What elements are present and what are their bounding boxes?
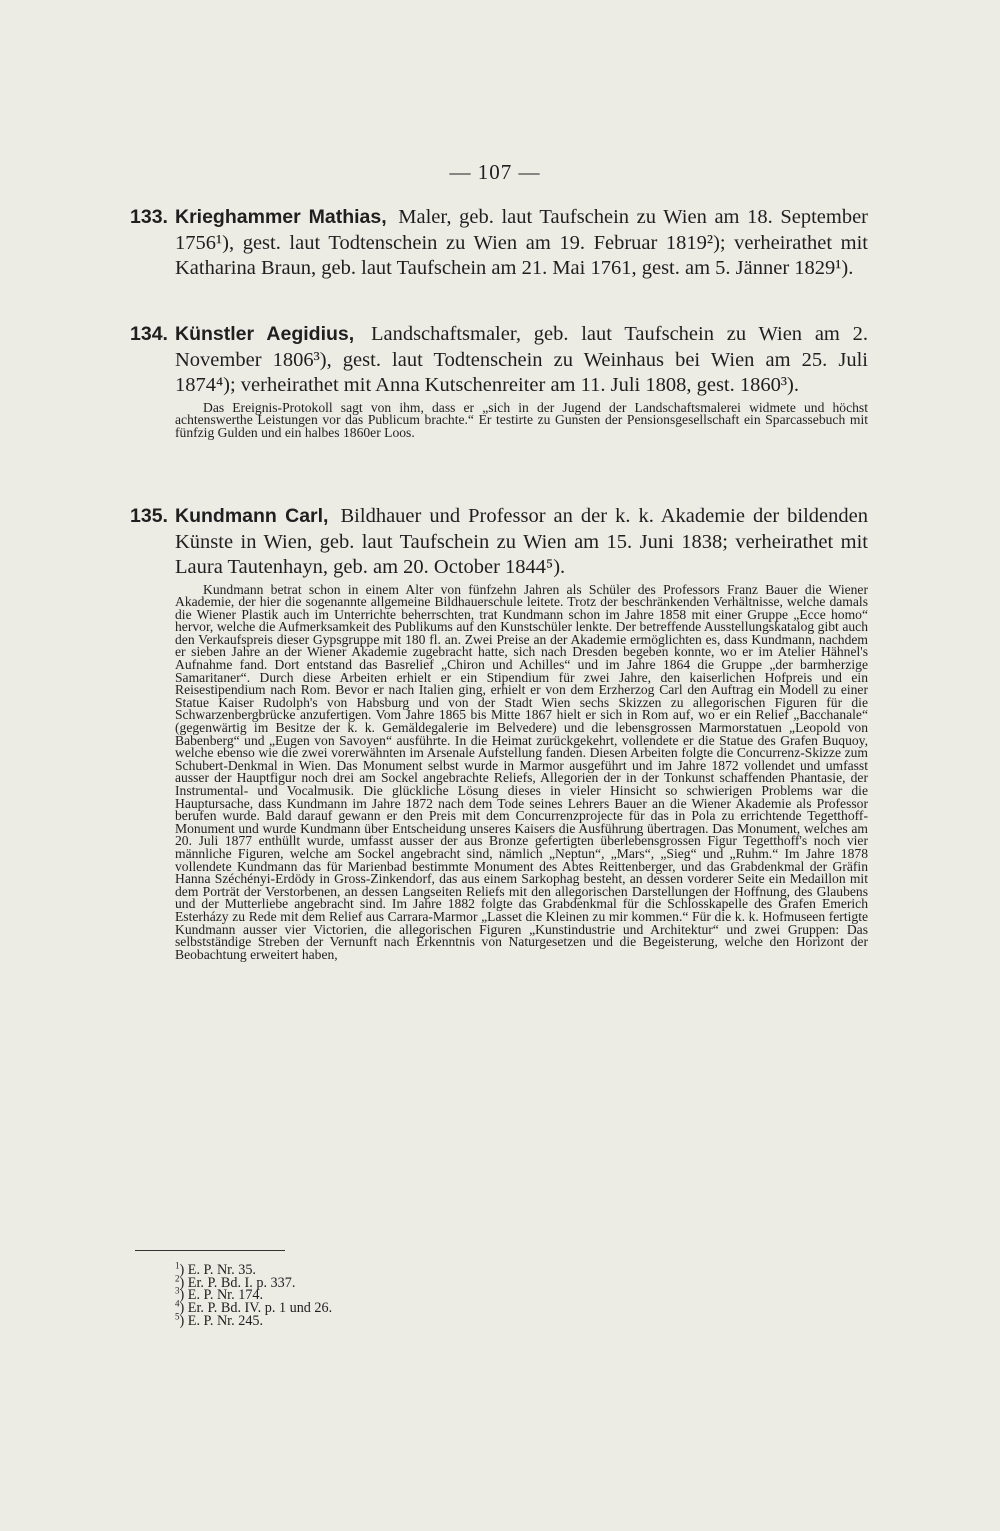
footnote: $^3$) E. P. Nr. 174. [175, 1285, 264, 1304]
entry-name: Kundmann Carl, [175, 505, 329, 527]
entry-heading [130, 504, 868, 581]
entry-name: Künstler Aegidius, [175, 323, 355, 345]
entry-number: 133. [130, 206, 168, 228]
entry-heading [130, 205, 868, 282]
footnote-divider [135, 1250, 285, 1251]
entry-text: Landschaftsmaler, geb. laut Taufschein zu Wien am 2. November 1806³), gest. laut Todtenschein zu Weinhaus bei Wien am 25. Juli 1874⁴); verheirathet mit Anna Kutschenreiter am 11. Juli 1808, gest. 1860³). [175, 323, 868, 396]
entry-heading [130, 322, 868, 399]
entry-number: 135. [130, 505, 168, 527]
footnote: $^4$) Er. P. Bd. IV. p. 1 und 26. [175, 1298, 333, 1317]
entry-134 [130, 322, 868, 439]
footnote: $^2$) Er. P. Bd. I. p. 337. [175, 1272, 296, 1291]
footnote: $^1$) E. P. Nr. 35. [175, 1260, 256, 1278]
footnote: $^5$) E. P. Nr. 245. [175, 1311, 264, 1329]
footnotes [175, 1260, 333, 1329]
entry-name: Krieghammer Mathias, [175, 206, 387, 228]
entry-135 [130, 504, 868, 961]
page-number: — 107 — [449, 160, 541, 184]
entry-text: Maler, geb. laut Taufschein zu Wien am 18. September 1756¹), gest. laut Todtenschein zu Wien am 19. Februar 1819²); verheirathet mit Katharina Braun, geb. laut Taufschein am 21. Mai 1761, gest. am 5. Jänner 1829¹). [175, 206, 868, 279]
entry-note: Das Ereignis-Protokoll sagt von ihm, dass er „sich in der Jugend der Landschaftsmalerei widmete und höchst achtenswerthe Leistungen vor das Publicum brachte.“ Er testirte zu Gunsten der Pensionsgesellschaft ein Sparcassebuch mit fünfzig Gulden und ein halbes 1860er Loos. [175, 399, 868, 440]
entry-text: Bildhauer und Professor an der k. k. Akademie der bildenden Künste in Wien, geb. laut Taufschein zu Wien am 15. Juni 1838; verheirathet mit Laura Tautenhayn, geb. am 20. October 1844⁵). [175, 505, 869, 578]
entry-number: 134. [130, 323, 168, 345]
entry-note: Kundmann betrat schon in einem Alter von fünfzehn Jahren als Schüler des Professors Franz Bauer die Wiener Akademie, der hier die sogenannte allgemeine Bildhauerschule leitete. Trotz der beschränkenden Verhältnisse, welche damals die Wiener Plastik auch im Unterrichte beherrschten, trat Kundmann schon im Jahre 1858 mit einer Gruppe „Ecce homo“ hervor, welche die Aufmerksamkeit des Publikums auf den Kunstschüler lenkte. Der betreffende Ausstellungskatalog gibt auch den Verkaufspreis dieser Gypsgruppe mit 180 fl. an. Zwei Preise an der Akademie ermöglichten es, dass Kundmann, nachdem er sieben Jahre an der Wiener Akademie zugebracht hatte, sich nach Dresden begeben konnte, wo er im Atelier Hähnel's Aufnahme fand. Dort entstand das Basrelief „Chiron und Achilles“ und im Jahre 1864 die Gruppe „der barmherzige Samaritaner“. Durch diese Arbeiten erhielt er ein Stipendium für zwei Jahre, den kaiserlichen Hofpreis und ein Reisestipendium nach Rom. Bevor er nach Italien ging, erhielt er von dem Erzherzog Carl den Auftrag ein Modell zu einer Statue Kaiser Rudolph's von Habsburg und von der Stadt Wien sechs Skizzen zu allegorischen Figuren für die Schwarzenbergbrücke anzufertigen. Vom Jahre 1865 bis Mitte 1867 hielt er sich in Rom auf, wo er ein Relief „Bacchanale“ (gegenwärtig im Besitze der k. k. Gemäldegalerie im Belvedere) und die lebensgrossen Marmorstatuen „Leopold von Babenberg“ und „Eugen von Savoyen“ ausführte. In die Heimat zurückgekehrt, vollendete er die Statue des Grafen Buquoy, welche ebenso wie die zwei vorerwähnten im Arsenale Aufstellung fanden. Diesen Arbeiten folgte die Concurrenz-Skizze zum Schubert-Denkmal in Wien. Das Monument selbst wurde in Marmor ausgeführt und im Jahre 1872 vollendet und umfasst ausser der Hauptfigur noch drei am Sockel angebrachte Reliefs, Allegorien der in der Tonkunst schaffenden Phantasie, der Instrumental- und Vocalmusik. Die glückliche Lösung dieses in vieler Hinsicht so schwierigen Problems war die Hauptursache, dass Kundmann im Jahre 1872 nach dem Tode seines Lehrers Bauer an die Wiener Akademie als Professor berufen wurde. Bald darauf gewann er den Preis mit dem Concurrenzprojecte für das in Pola zu errichtende Tegetthoff-Monument und wurde Kundmann über Entscheidung unseres Kaisers die Ausführung übertragen. Das Monument, welches am 20. Juli 1877 enthüllt wurde, umfasst ausser der aus Bronze gefertigten überlebensgrossen Figur Tegetthoff's noch vier männliche Figuren, welche am Sockel angebracht sind, nämlich „Neptun“, „Mars“, „Sieg“ und „Ruhm.“ Im Jahre 1878 vollendete Kundmann das für Marienbad bestimmte Monument des Abtes Reittenberger, und das Grabdenkmal der Gräfin Hanna Széchényi-Erdödy in Gross-Zinkendorf, das aus einem Sarkophag besteht, an dessen vorderer Seite ein Medaillon mit dem Porträt der Verstorbenen, an dessen Langseiten Reliefs mit den allegorischen Darstellungen der Hoffnung, des Glaubens und der Mutterliebe angebracht sind. Im Jahre 1882 folgte das Grabdenkmal für die Schlosskapelle des Grafen Emerich Esterházy zu Rede mit dem Relief aus Carrara-Marmor „Lasset die Kleinen zu mir kommen.“ Für die k. k. Hofmuseen fertigte Kundmann ausser vier Victorien, die allegorischen Figuren „Kunstindustrie und Architektur“ und zwei Gruppen: Das selbstständige Streben der Vernunft nach Erkenntnis von Naturgesetzen und die Begeisterung, welche den Horizont der Beobachtung erweitert haben, [175, 581, 868, 962]
entry-133 [130, 205, 868, 282]
